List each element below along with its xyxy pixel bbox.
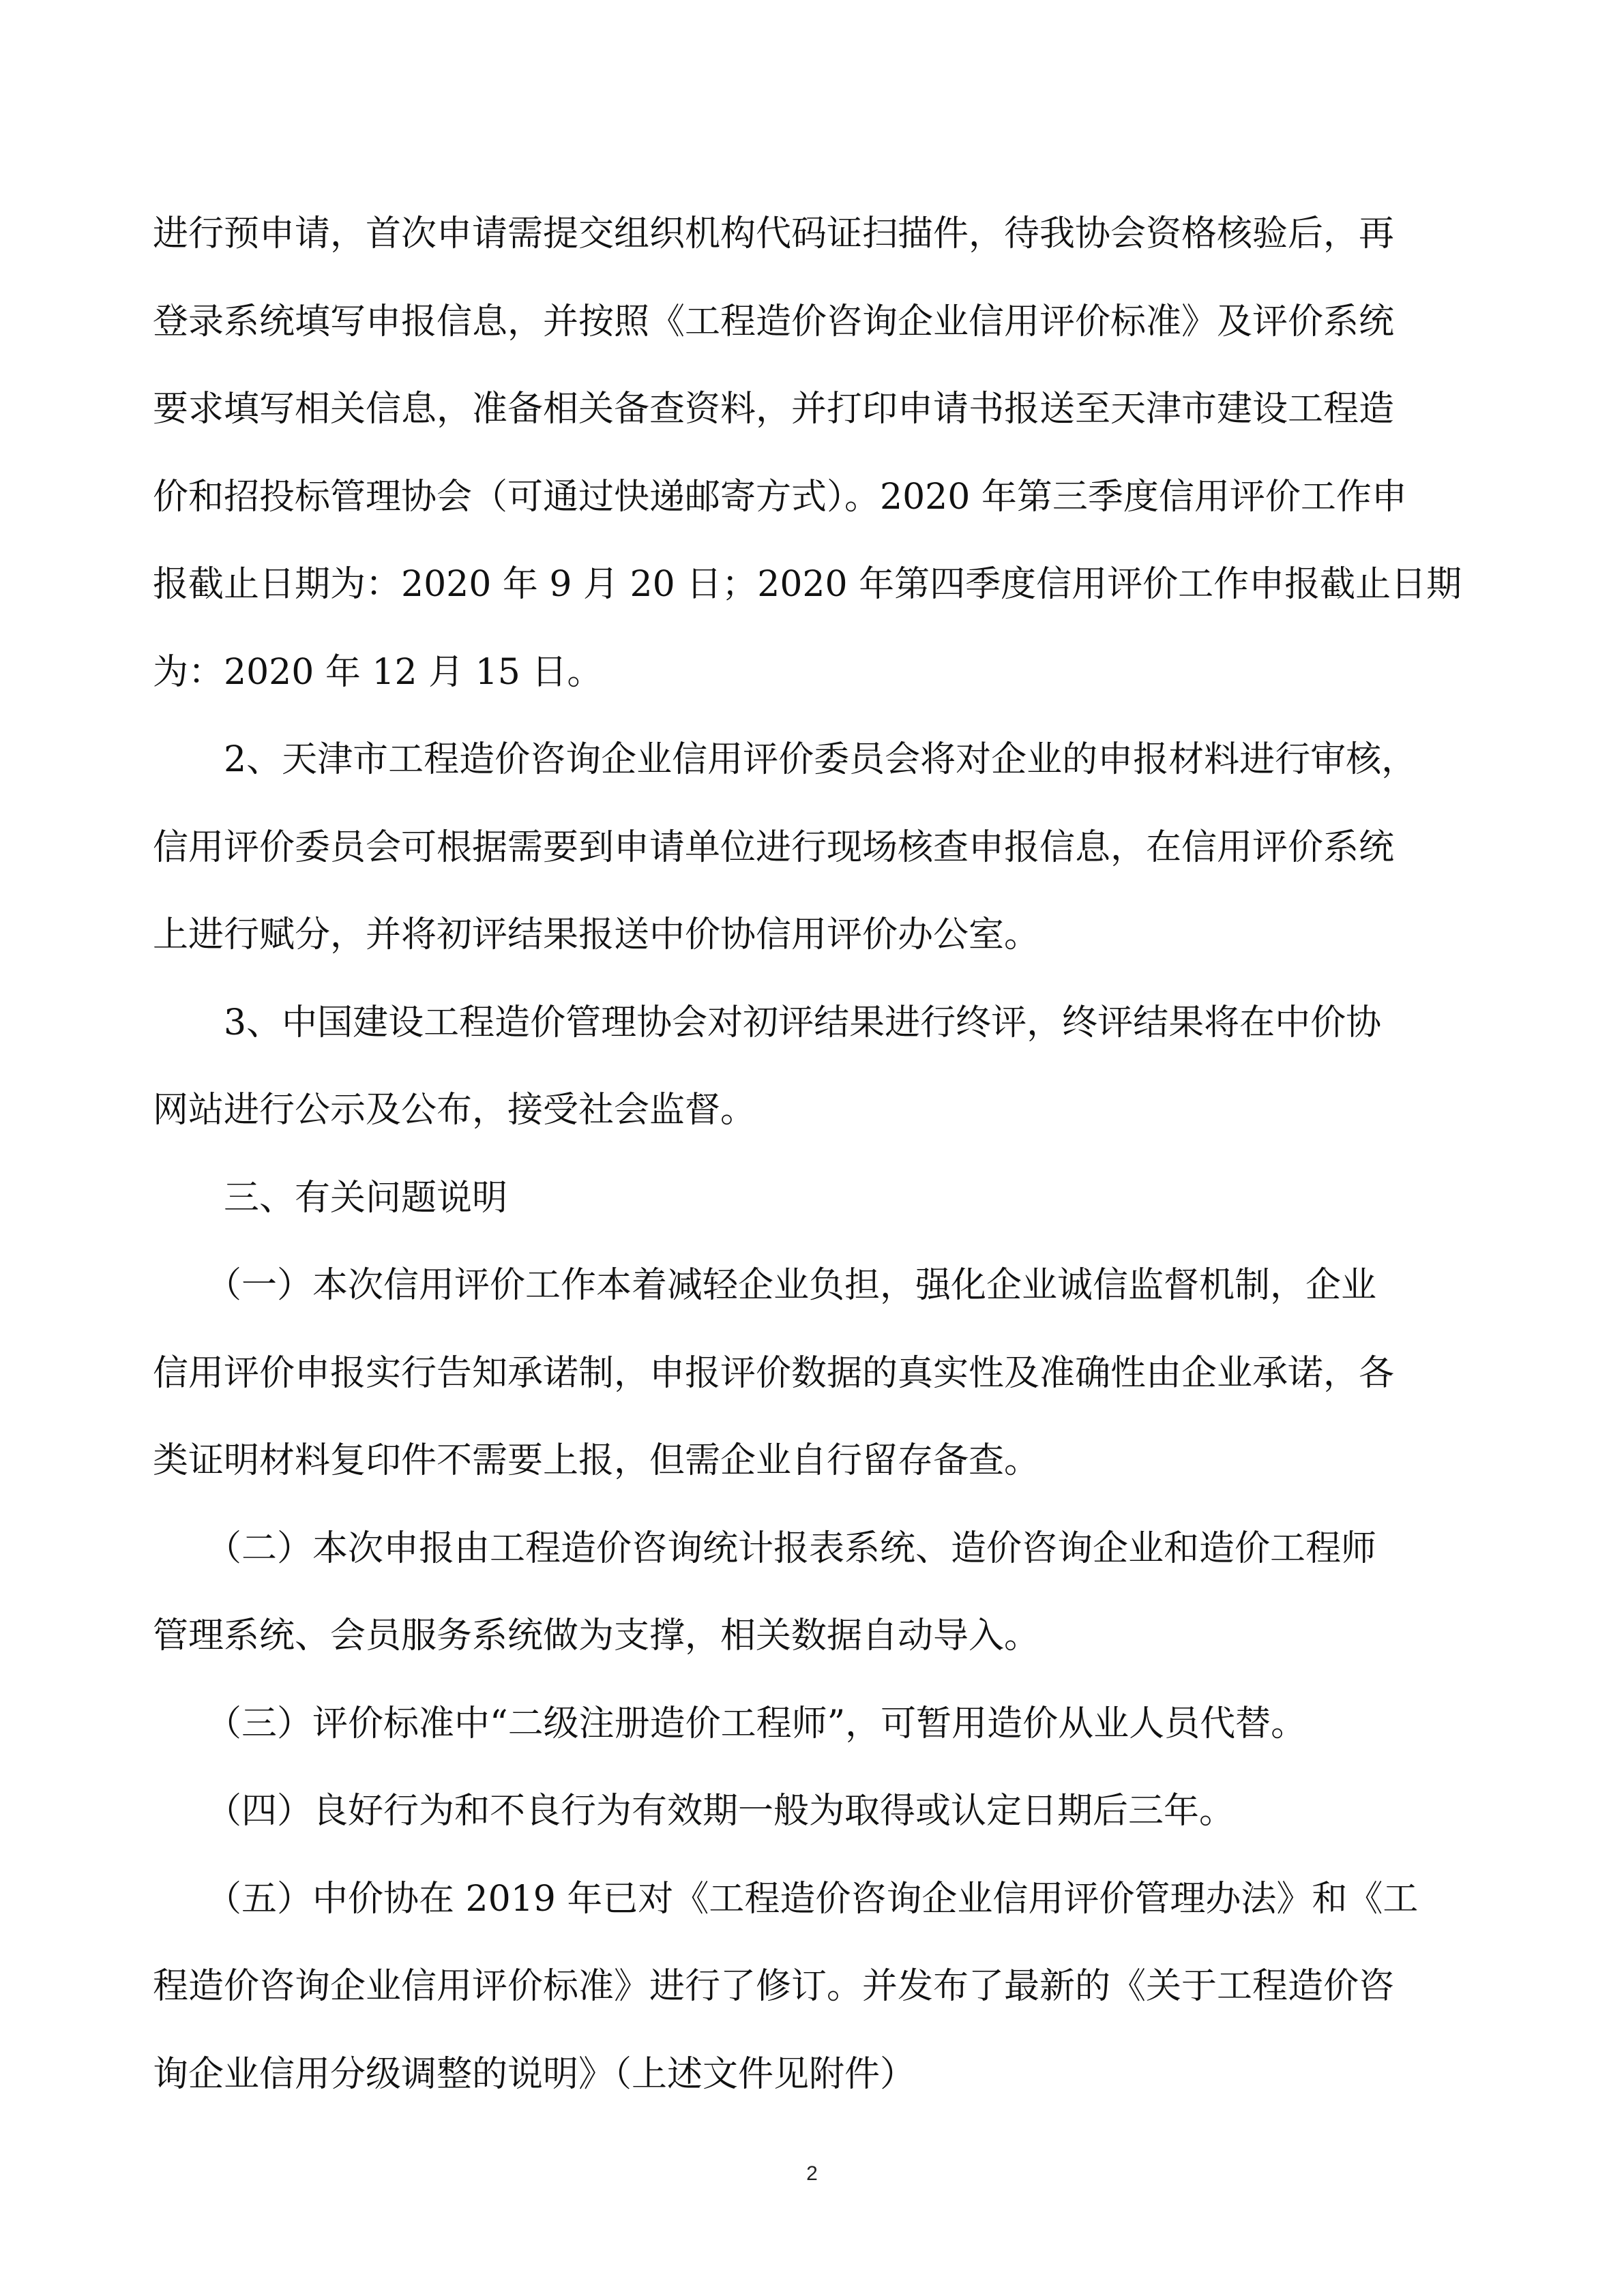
text-line: 3、中国建设工程造价管理协会对初评结果进行终评，终评结果将在中价协 <box>153 1002 1382 1043</box>
text-line: 登录系统填写申报信息，并按照《工程造价咨询企业信用评价标准》及评价系统 <box>153 301 1395 342</box>
section-heading: 三、有关问题说明 <box>153 1178 508 1219</box>
text-line: 价和招投标管理协会（可通过快递邮寄方式）。2020 年第三季度信用评价工作申 <box>153 477 1407 518</box>
text-line: 报截止日期为：2020 年 9 月 20 日；2020 年第四季度信用评价工作申报截止日期 <box>153 564 1462 605</box>
text-line: 2、天津市工程造价咨询企业信用评价委员会将对企业的申报材料进行审核， <box>153 739 1417 780</box>
text-line: （三）评价标准中“二级注册造价工程师”，可暂用造价从业人员代替。 <box>153 1703 1307 1744</box>
text-line: 信用评价委员会可根据需要到申请单位进行现场核查申报信息，在信用评价系统 <box>153 827 1395 868</box>
text-line: 网站进行公示及公布，接受社会监督。 <box>153 1090 756 1131</box>
text-line: （五）中价协在 2019 年已对《工程造价咨询企业信用评价管理办法》和《工 <box>153 1879 1419 1920</box>
page-number: 2 <box>806 2162 818 2185</box>
text-line: 管理系统、会员服务系统做为支撑，相关数据自动导入。 <box>153 1615 1040 1656</box>
text-line: （二）本次申报由工程造价咨询统计报表系统、造价咨询企业和造价工程师 <box>153 1528 1377 1569</box>
text-line: 程造价咨询企业信用评价标准》进行了修订。并发布了最新的《关于工程造价咨 <box>153 1966 1395 2007</box>
text-line: 类证明材料复印件不需要上报，但需企业自行留存备查。 <box>153 1440 1040 1481</box>
text-line: 信用评价申报实行告知承诺制，申报评价数据的真实性及准确性由企业承诺，各 <box>153 1353 1395 1394</box>
text-line: 上进行赋分，并将初评结果报送中价协信用评价办公室。 <box>153 914 1040 955</box>
text-line: 询企业信用分级调整的说明》（上述文件见附件） <box>153 2054 916 2095</box>
text-line: （一）本次信用评价工作本着减轻企业负担，强化企业诚信监督机制，企业 <box>153 1265 1377 1306</box>
text-line: 要求填写相关信息，准备相关备查资料，并打印申请书报送至天津市建设工程造 <box>153 389 1395 430</box>
text-line: 进行预申请，首次申请需提交组织机构代码证扫描件，待我协会资格核验后，再 <box>153 213 1395 254</box>
text-line: （四）良好行为和不良行为有效期一般为取得或认定日期后三年。 <box>153 1791 1235 1832</box>
text-line: 为：2020 年 12 月 15 日。 <box>153 652 603 693</box>
